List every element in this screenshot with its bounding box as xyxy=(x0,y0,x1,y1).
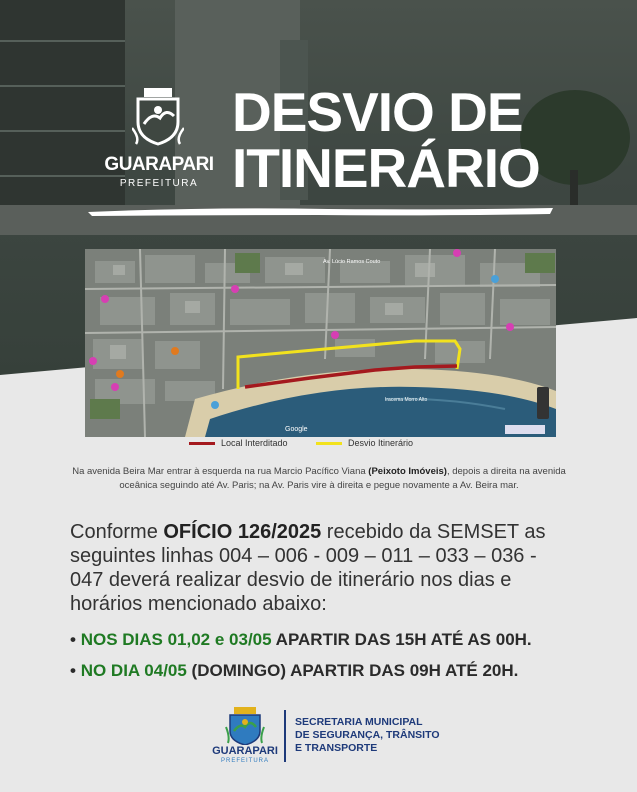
map-street-label: Av. Lúcio Ramos Couto xyxy=(323,259,381,265)
secretaria-line: DE SEGURANÇA, TRÂNSITO xyxy=(295,729,440,741)
schedule-dates: NOS DIAS 01,02 e 03/05 xyxy=(80,630,272,649)
logo-name: GUARAPARI xyxy=(104,154,214,175)
bullet-icon: • xyxy=(70,661,76,680)
route-description xyxy=(60,465,578,493)
note-text: Na avenida Beira Mar entrar à esquerda na rua Marcio Pacífico Viana xyxy=(72,466,369,477)
footer-logo xyxy=(214,705,276,767)
guarapari-logo xyxy=(104,86,214,194)
schedule-times: APARTIR DAS 15H ATÉ AS 00H. xyxy=(271,630,532,649)
note-bold: (Peixoto Imóveis) xyxy=(368,466,447,477)
schedule-item xyxy=(70,661,518,681)
footer-logo-subtitle: PREFEITURA xyxy=(220,758,269,764)
bullet-icon: • xyxy=(70,630,76,649)
secretaria-line: E TRANSPORTE xyxy=(295,742,378,754)
satellite-map xyxy=(85,249,556,437)
announcement-rest: recebido da SEMSET as seguintes linhas 004 – 006 - 009 – 011 – 033 – 036 - 047 deverá realizar desvio de itinerário nos dias e horários mencionado abaixo: xyxy=(70,521,546,615)
logo-subtitle: PREFEITURA xyxy=(119,178,199,189)
map-place-label: Iracema Morro Alto xyxy=(385,397,428,403)
map-attribution: Google xyxy=(285,426,308,433)
footer-logo-name: GUARAPARI xyxy=(212,745,278,757)
title-line-2: ITINERÁRIO xyxy=(232,137,540,199)
note-text: , depois a direita na avenida oceânica seguindo até Av. Paris; na Av. Paris vire à direita e pegue novamente a Av. Beira mar. xyxy=(119,466,566,491)
coat-of-arms-icon xyxy=(214,705,276,745)
announcement-intro: Conforme xyxy=(70,521,164,543)
coat-of-arms-icon xyxy=(132,88,184,146)
legend-label: Local Interditado xyxy=(221,438,288,448)
title-line-1: DESVIO DE xyxy=(232,81,523,143)
page-title xyxy=(232,81,540,199)
announcement-text xyxy=(70,520,575,616)
legend-label: Desvio Itinerário xyxy=(348,438,414,448)
legend-item-detour xyxy=(316,438,413,448)
schedule-item xyxy=(70,630,532,650)
legend-swatch xyxy=(189,442,215,445)
secretaria-name xyxy=(295,716,439,755)
legend-swatch xyxy=(316,442,342,445)
schedule-dates: NO DIA 04/05 xyxy=(80,661,187,680)
schedule-times: (DOMINGO) APARTIR DAS 09H ATÉ 20H. xyxy=(186,661,519,680)
legend-item-interdicted xyxy=(189,438,288,448)
route-map xyxy=(85,249,556,437)
footer-divider xyxy=(284,710,286,762)
brush-underline xyxy=(88,205,553,217)
secretaria-line: SECRETARIA MUNICIPAL xyxy=(295,716,423,728)
oficio-reference: OFÍCIO 126/2025 xyxy=(163,521,322,543)
